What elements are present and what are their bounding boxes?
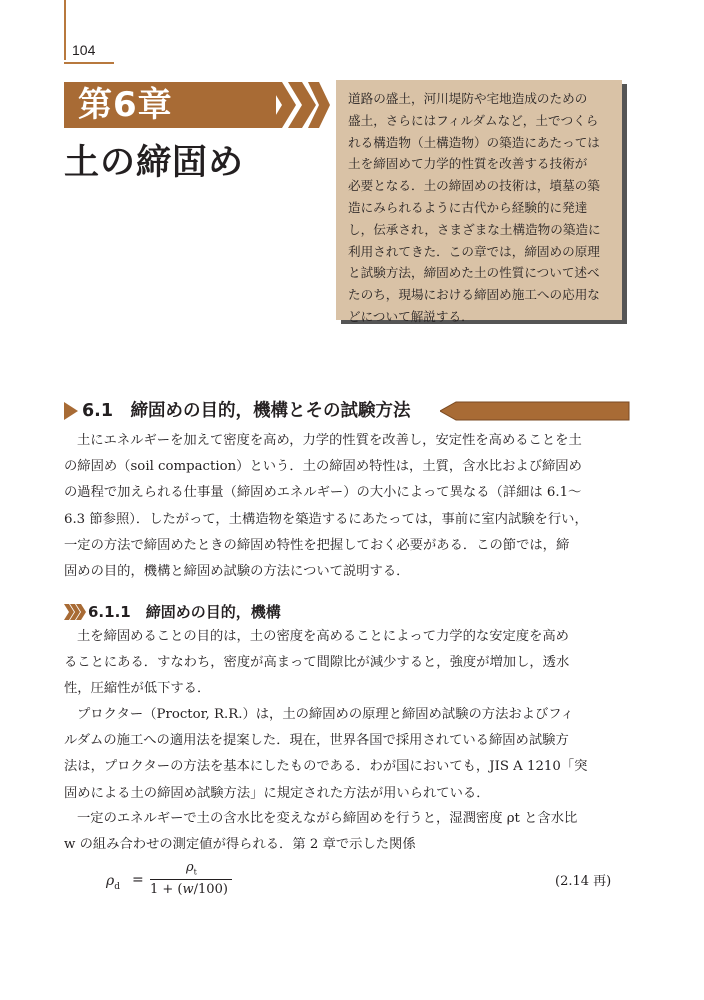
triangle-right-icon <box>64 402 78 420</box>
paragraph-purpose: 土を締固めることの目的は，土の密度を高めることによって力学的な安定度を高め ることにある．すなわち，密度が高まって間隙比が減少すると，強度が増加し，透水 性，圧縮性が低下する． <box>64 629 570 697</box>
paragraph-relation: 一定のエネルギーで土の含水比を変えながら締固めを行うと，湿潤密度 ρt と含水比 w の組み合わせの測定値が得られる．第 2 章で示した関係 <box>64 811 578 853</box>
formula-equals: = <box>132 872 144 888</box>
chapter-label: 第6章 <box>78 85 173 125</box>
page-margin-line <box>64 0 66 60</box>
section-heading <box>64 398 630 424</box>
paragraph-proctor: プロクター（Proctor, R.R.）は，土の締固めの原理と締固め試験の方法およびフィ ルダムの施工への適用法を提案した．現在，世界各国で採用されている締固め試験方 法は，プロクターの方法を基本にしたものである．わが国においても，JIS A 1210「突 固めによる土の締固め試験方法」に規定された方法が用いられている． <box>64 707 588 801</box>
page-number: 104 <box>72 42 96 58</box>
section-bar <box>440 401 630 421</box>
formula-dry-density <box>106 860 246 904</box>
subsection-title: 6.1.1 締固めの目的，機構 <box>88 603 281 621</box>
equation-reference: (2.14 再) <box>555 874 612 889</box>
double-chevron-icon <box>64 604 86 620</box>
abstract-text: 道路の盛土，河川堤防や宅地造成のための 盛土，さらにはフィルダムなど，土でつくら れる構造物（土構造物）の築造にあたっては 土を締固めて力学的性質を改善する技術が 必要となる．土の締固めの技術は，墳墓の築 造にみられるように古代から経験的に発達 し，伝承され，さまざまな土構造物の築造に 利用されてきた．この章では，締固めの原理 と試験方法，締固めた土の性質について述べ たのち，現場における締固め施工への応用な どについて解説する． <box>348 91 601 324</box>
formula-denominator: 1 + (w/100) <box>150 882 228 897</box>
section-title: 6.1 締固めの目的，機構とその試験方法 <box>82 401 411 421</box>
chapter-abstract <box>336 80 622 324</box>
formula-lhs: $\rho_d$ <box>106 873 120 892</box>
formula-numerator: $\rho_t$ <box>186 860 197 877</box>
chapter-title: 土の締固め <box>64 143 245 183</box>
page-number-rule <box>64 62 114 64</box>
fraction-bar <box>150 879 232 880</box>
paragraph-intro: 土にエネルギーを加えて密度を高め，力学的性質を改善し，安定性を高めることを土 の締固め（soil compaction）という．土の締固め特性は，土質，含水比および締固め の過程で加えられる仕事量（締固めエネルギー）の大小によって異なる（詳細は 6.1〜 6.3 節参照）．したがって，土構造物を築造するにあたっては，事前に室内試験を行い， 一定の方法で締固めたときの締固め特性を把握しておく必要がある．この節では，締 固めの目的，機構と締固め試験の方法について説明する． <box>64 433 588 579</box>
